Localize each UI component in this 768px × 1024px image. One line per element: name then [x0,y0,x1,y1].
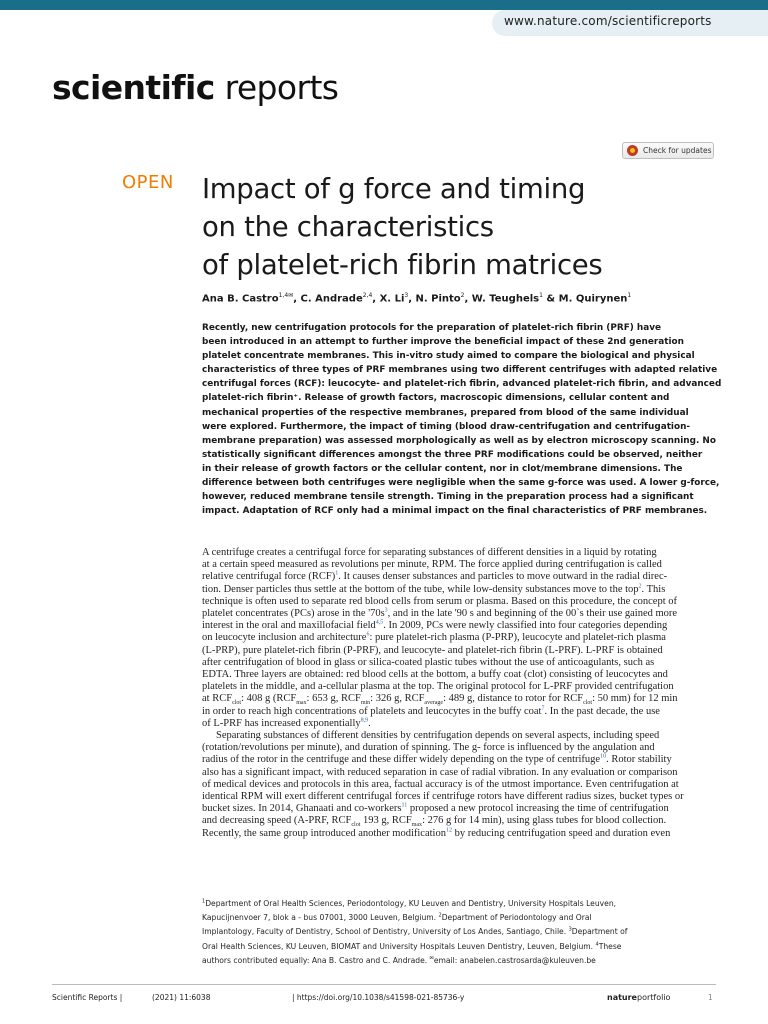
author-name[interactable]: Ana B. Castro [202,293,279,305]
abstract-line: centrifugal forces (RCF): leucocyte- and platelet-rich fibrin, advanced platelet-rich fibrin, and advanced [202,379,722,390]
body-line: A centrifuge creates a centrifugal force for separating substances of different densities in a liquid by rotating [202,547,657,558]
doi-link[interactable]: | https://doi.org/10.1038/s41598-021-85736-y [292,993,465,1002]
citation-link[interactable]: 7 [541,705,545,712]
abstract-line: platelet-rich fibrin⁺. Release of growth factors, macroscopic dimensions, cellular content and [202,393,670,404]
abstract [202,321,722,518]
body-text [202,547,714,840]
citation-link[interactable]: 8,9 [360,717,369,724]
body-line: at a certain speed measured as revolutions per minute, RPM. The force applied during centrifugation is called [202,559,662,571]
title-line: of platelet-rich fibrin matrices [202,249,603,281]
open-access-badge: OPEN [122,172,174,193]
body-line: platelets in the middle, and a-cellular plasma at the top. The original protocol for L-PRF provided centrifugation [202,681,674,693]
citation-link[interactable]: 2 [638,583,642,590]
check-for-updates-label: Check for updates [643,146,712,155]
abstract-line: platelet concentrate membranes. This in-vitro study aimed to compare the biological and physical [202,351,695,362]
abstract-line: characteristics of three types of PRF membranes using two different centrifuges with adapted relative [202,365,718,376]
page-number: 1 [708,993,713,1002]
body-line: tion. Denser particles thus settle at the bottom of the tube, while low-density substances move to the top$^2$. This [202,583,666,595]
article-title [202,170,722,284]
journal-url-link[interactable]: www.nature.com/scientificreports [504,14,712,28]
affiliation-line: authors contributed equally: Ana B. Castro and C. Andrade. ✉email: anabelen.castrosarda@kuleuven.be [202,955,596,965]
citation-link[interactable]: 6 [366,631,370,638]
affiliation-line: Implantology, Faculty of Dentistry, School of Dentistry, University of Los Andes, Santiago, Chile. $^3$Department of [202,926,628,937]
abstract-line: however, reduced membrane tensile strength. Timing in the preparation process had a significant [202,492,694,503]
title-line: Impact of g force and timing [202,173,586,205]
body-line: (rotation/revolutions per minute), and duration of spinning. The g- force is influenced by the angulation and [202,742,655,754]
top-color-bar [0,0,768,10]
abstract-line: Recently, new centrifugation protocols for the preparation of platelet-rich fibrin (PRF) have [202,323,662,333]
affiliation-line: $^1$Department of Oral Health Sciences, Periodontology, KU Leuven and Dentistry, University Hospitals Leuven, [202,898,617,908]
abstract-line: impact. Adaptation of RCF only had a minimal impact on the final characteristics of PRF membranes. [202,506,708,517]
journal-logo-bold: scientific [52,68,215,107]
body-line: Recently, the same group introduced another modification$^{12}$ by reducing centrifugation speed and duration even [202,827,671,839]
body-line: Separating substances of different densities by centrifugation depends on several aspects, including speed [216,730,660,742]
body-line: of L-PRF has increased exponentially$^{8,9}$. [202,717,371,729]
body-line: radius of the rotor in the centrifuge and these differ widely depending on the type of centrifuge$^{10}$. Rotor stability [202,753,672,766]
author-name[interactable]: , W. Teughels [464,293,540,305]
citation-link[interactable]: 10 [600,753,607,760]
author-name[interactable]: , N. Pinto [408,293,461,305]
body-line: in order to reach high concentrations of platelets and leucocytes in the buffy coat$^7$. In the past decade, the use [202,705,660,717]
body-line: technique is often used to separate red blood cells from serum or plasma. Based on this procedure, the concept of [202,595,677,607]
body-line: after centrifugation of blood in glass or silica-coated plastic tubes without the use of anticoagulants, such as [202,656,655,668]
body-line: and decreasing speed (A-PRF, $RCF_{clot}$ 193 g, $RCF_{max}$: 276 g for 14 min), using glass tubes for blood collection. [202,815,667,829]
email-icon: ✉ [429,955,434,962]
author-affil: 1 [627,292,632,299]
author-list [202,292,722,304]
page-footer [52,993,716,1005]
author-affil: 2 [460,292,465,299]
abstract-line: mechanical properties of the respective membranes, prepared from blood of the same individual [202,407,689,418]
publisher-logo: natureportfolio [607,993,671,1002]
author-affil: 3 [404,292,409,299]
journal-logo[interactable] [52,68,338,107]
body-line: interest in the oral and maxillofacial field$^{4,5}$. In 2009, PCs were newly classified into four categories depending [202,619,668,632]
journal-logo-light: reports [214,68,339,107]
title-line: on the characteristics [202,211,494,243]
abstract-line: statistically significant differences amongst the three PRF modifications could be observed, neither [202,449,703,460]
abstract-line: difference between both centrifuges were negligible when the same g-force was used. A lower g-force, [202,478,720,489]
crossmark-icon [627,145,638,156]
citation-link[interactable]: 3 [384,607,388,614]
footer-year-volume: (2021) 11:6038 [152,993,211,1002]
affiliations [202,897,714,968]
author-name[interactable]: , C. Andrade [293,293,363,305]
citation-link[interactable]: 4,5 [375,619,384,626]
body-line: on leucocyte inclusion and architecture$^6$: pure platelet-rich plasma (P-PRP), leucocyte and platelet-rich plasma [202,631,666,644]
author-affil: 1 [539,292,543,299]
body-line: bucket sizes. In 2014, Ghanaati and co-workers$^{11}$ proposed a new protocol increasing the time of centrifugation [202,802,669,815]
footer-divider [52,984,716,985]
abstract-line: membrane preparation) was assessed morphologically as well as by electron microscopy scanning. No [202,435,716,446]
abstract-line: been introduced in an attempt to further improve the beneficial impact of these 2nd generation [202,337,684,348]
body-line: of medical devices and protocols in this area, factual accuracy is of the utmost importance. Even centrifugation at [202,778,679,790]
body-line: (L-PRP), pure platelet-rich fibrin (P-PRF), and leucocyte- and platelet-rich fibrin (L-PRF). L-PRF is obtained [202,644,663,656]
footer-journal: Scientific Reports | [52,993,123,1002]
citation-link[interactable]: 12 [445,827,452,834]
citation-link[interactable]: 11 [401,802,408,809]
body-line: also has a significant impact, with reduced separation in case of radial vibration. In any evaluation or comparison [202,766,678,778]
author-name[interactable]: , X. Li [372,293,405,305]
body-line: identical RPM will exert different centrifugal forces if centrifuge rotors have different radius sizes, bucket types or [202,791,684,803]
author-affil: 2,4 [362,292,373,299]
citation-link[interactable]: 1 [335,570,339,577]
affiliation-line: Oral Health Sciences, KU Leuven, BIOMAT and University Hospitals Leuven Dentistry, Leuven, Belgium. $^4$These [202,941,622,951]
check-for-updates-button[interactable] [622,142,714,159]
body-line: at $RCF_{clot}$: 408 g ($RCF_{max}$: 653 g, $RCF_{min}$: 326 g, $RCF_{average}$: 489 g, distance to rotor for $RCF_{clot}$: 50 mm) for 12 min [202,693,678,707]
author-name[interactable]: & M. Quirynen [542,293,628,305]
body-line: platelet concentrates (PCs) arose in the '70s$^3$, and in the late '90 s and beginning of the 00`s their use gained more [202,607,678,620]
abstract-line: in their release of growth factors or the cellular content, nor in clot/membrane dimensions. The [202,463,683,474]
affiliation-line: Kapucijnenvoer 7, blok a - bus 07001, 3000 Leuven, Belgium. $^2$Department of Periodontology and Oral [202,912,592,923]
email-link[interactable]: email: anabelen.castrosarda@kuleuven.be [433,955,596,965]
body-line: relative centrifugal force (RCF)$^1$. It causes denser substances and particles to move outward in the radial direc- [202,570,668,583]
abstract-line: were explored. Furthermore, the impact of timing (blood draw-centrifugation and centrifugation- [202,421,691,432]
body-line: EDTA. Three layers are obtained: red blood cells at the bottom, a buffy coat (clot) consisting of leucocytes and [202,669,668,681]
author-affil: 1,4✉ [278,292,294,299]
